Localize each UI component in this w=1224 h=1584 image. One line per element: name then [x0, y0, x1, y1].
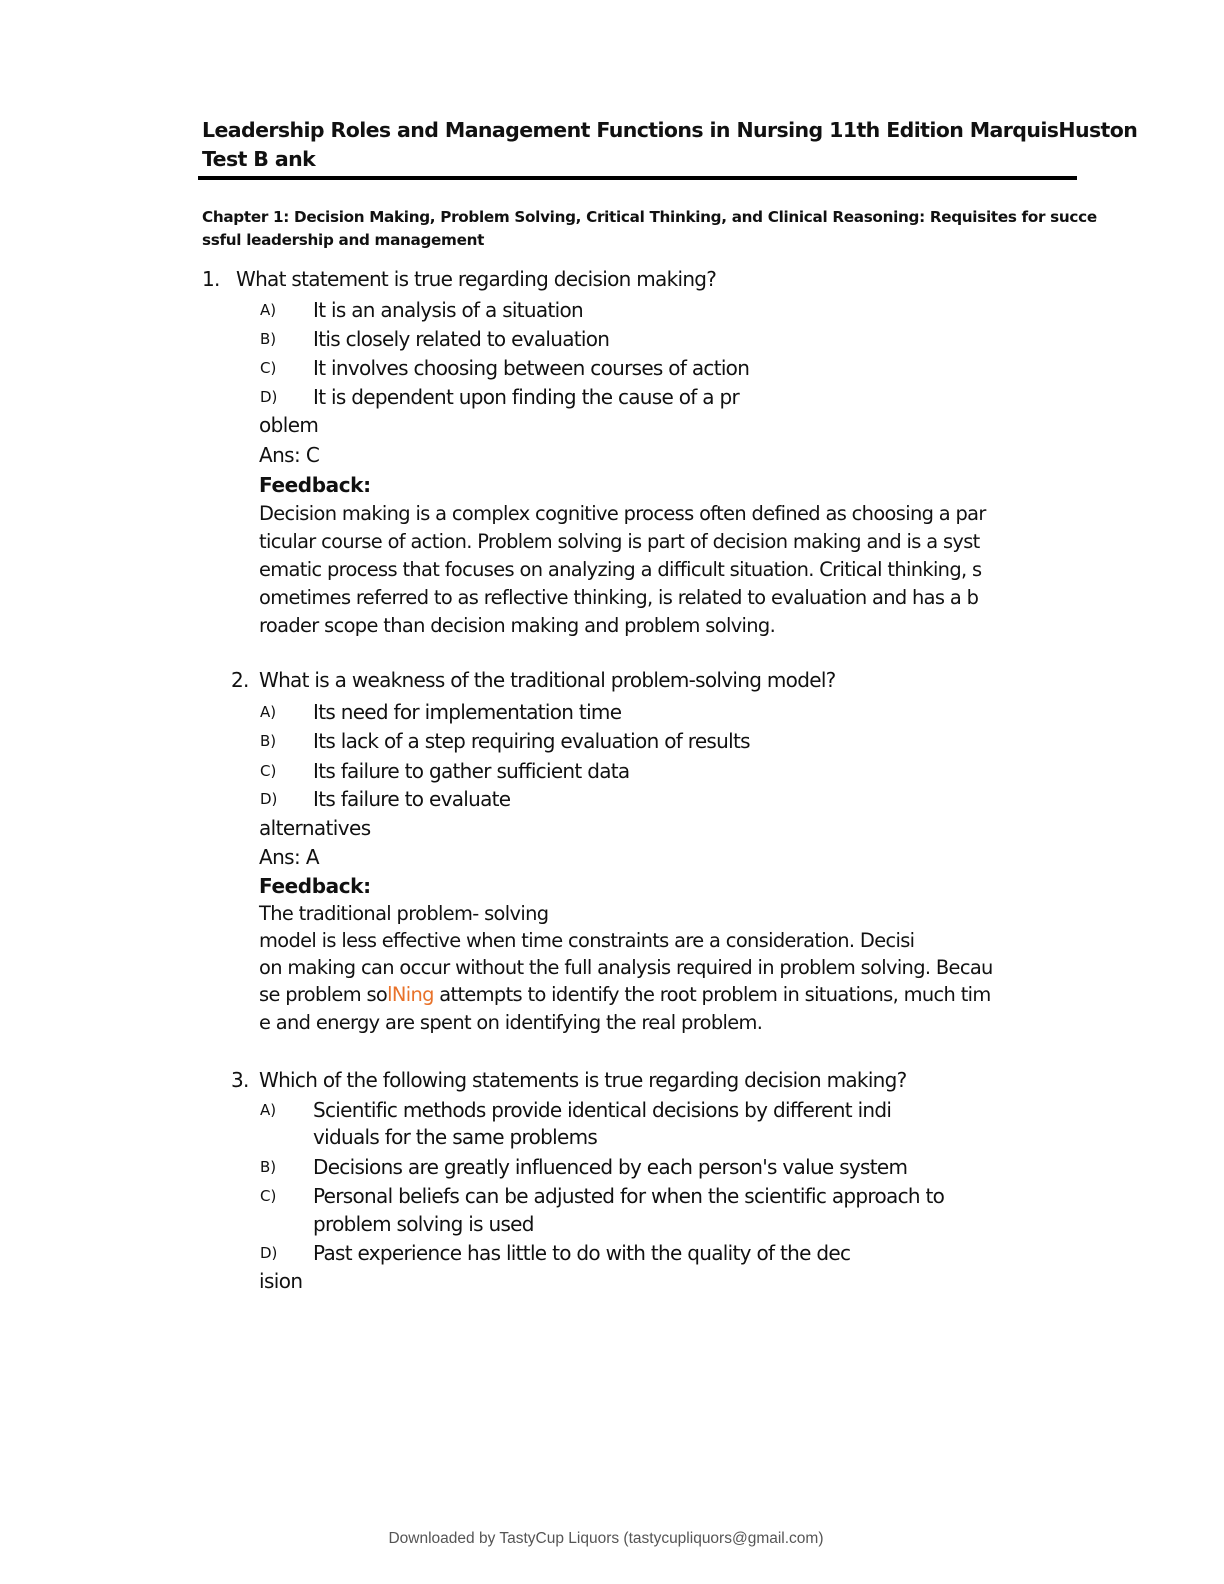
question-text: What is a weakness of the traditional problem-solving model?: [259, 668, 836, 692]
option-text: Personal beliefs can be adjusted for when the scientific approach to: [313, 1184, 945, 1208]
question-number: 2.: [231, 668, 249, 692]
chapter-heading: Chapter 1: Decision Making, Problem Solving, Critical Thinking, and Clinical Reasoning: Requisites for succe ssful leadership and management: [202, 208, 1097, 249]
option-letter: C): [260, 359, 277, 377]
option-text: viduals for the same problems: [313, 1125, 598, 1149]
option-text: It is an analysis of a situation: [313, 298, 583, 322]
option-b: [0, 727, 1224, 755]
question-1: [202, 265, 716, 293]
title-divider: [198, 176, 1077, 180]
option-letter: D): [260, 388, 278, 406]
feedback-label: Feedback:: [259, 874, 371, 898]
option-d: [0, 383, 1224, 411]
option-continuation: ision: [259, 1269, 303, 1293]
feedback-line: The traditional problem- solving: [259, 902, 549, 925]
option-continuation: oblem: [259, 413, 319, 437]
document-title: Leadership Roles and Management Functions in Nursing 11th Edition MarquisHuston Test B ank: [202, 118, 1138, 171]
option-d: [0, 1239, 1224, 1267]
feedback-line: ticular course of action. Problem solving is part of decision making and is a syst: [259, 530, 980, 553]
answer: Ans: C: [259, 443, 320, 467]
option-text: Scientific methods provide identical decisions by different indi: [313, 1098, 892, 1122]
feedback-label: Feedback:: [259, 473, 371, 497]
option-text: Decisions are greatly influenced by each person's value system: [313, 1155, 908, 1179]
option-a: [0, 1096, 1224, 1124]
option-text: It is dependent upon finding the cause of a pr: [313, 385, 740, 409]
option-text: Itis closely related to evaluation: [313, 327, 610, 351]
option-text: Its need for implementation time: [313, 700, 622, 724]
option-letter: D): [260, 1244, 278, 1262]
question-number: 1.: [202, 267, 220, 291]
option-letter: A): [260, 703, 277, 721]
option-b: [0, 1153, 1224, 1181]
answer: Ans: A: [259, 845, 319, 869]
option-text: Past experience has little to do with the quality of the dec: [313, 1241, 851, 1265]
option-letter: C): [260, 762, 277, 780]
option-letter: A): [260, 301, 277, 319]
option-b: [0, 325, 1224, 353]
option-letter: D): [260, 790, 278, 808]
question-2: [231, 666, 836, 694]
option-c: [0, 1182, 1224, 1210]
feedback-line: Decision making is a complex cognitive process often defined as choosing a par: [259, 502, 986, 525]
option-a-wrap: [0, 1123, 1224, 1151]
option-c-wrap: [0, 1210, 1224, 1238]
question-number: 3.: [231, 1068, 249, 1092]
option-text: It involves choosing between courses of action: [313, 356, 750, 380]
option-text: problem solving is used: [313, 1212, 534, 1236]
option-letter: A): [260, 1101, 277, 1119]
option-text: Its lack of a step requiring evaluation of results: [313, 729, 750, 753]
feedback-line: [259, 981, 991, 1009]
feedback-line: model is less effective when time constraints are a consideration. Decisi: [259, 929, 915, 952]
download-footer: Downloaded by TastyCup Liquors (tastycupliquors@gmail.com): [388, 1530, 824, 1547]
question-text: Which of the following statements is true regarding decision making?: [259, 1068, 907, 1092]
option-a: [0, 698, 1224, 726]
option-continuation: alternatives: [259, 816, 371, 840]
option-letter: B): [260, 732, 277, 750]
option-letter: B): [260, 330, 277, 348]
option-c: [0, 757, 1224, 785]
option-letter: B): [260, 1158, 277, 1176]
option-c: [0, 354, 1224, 382]
question-text: What statement is true regarding decision making?: [236, 267, 717, 291]
feedback-line: roader scope than decision making and problem solving.: [259, 614, 776, 637]
option-text: Its failure to evaluate: [313, 787, 511, 811]
feedback-text: attempts to identify the root problem in situations, much tim: [433, 983, 991, 1006]
highlighted-text: lNing: [387, 983, 434, 1006]
question-3: [231, 1066, 907, 1094]
feedback-text: se problem so: [259, 983, 388, 1006]
feedback-line: ometimes referred to as reflective thinking, is related to evaluation and has a b: [259, 586, 979, 609]
option-d: [0, 785, 1224, 813]
feedback-line: on making can occur without the full analysis required in problem solving. Becau: [259, 956, 993, 979]
feedback-line: ematic process that focuses on analyzing a difficult situation. Critical thinking, s: [259, 558, 982, 581]
option-letter: C): [260, 1187, 277, 1205]
option-a: [0, 296, 1224, 324]
option-text: Its failure to gather sufficient data: [313, 759, 630, 783]
feedback-line: e and energy are spent on identifying the real problem.: [259, 1011, 763, 1034]
